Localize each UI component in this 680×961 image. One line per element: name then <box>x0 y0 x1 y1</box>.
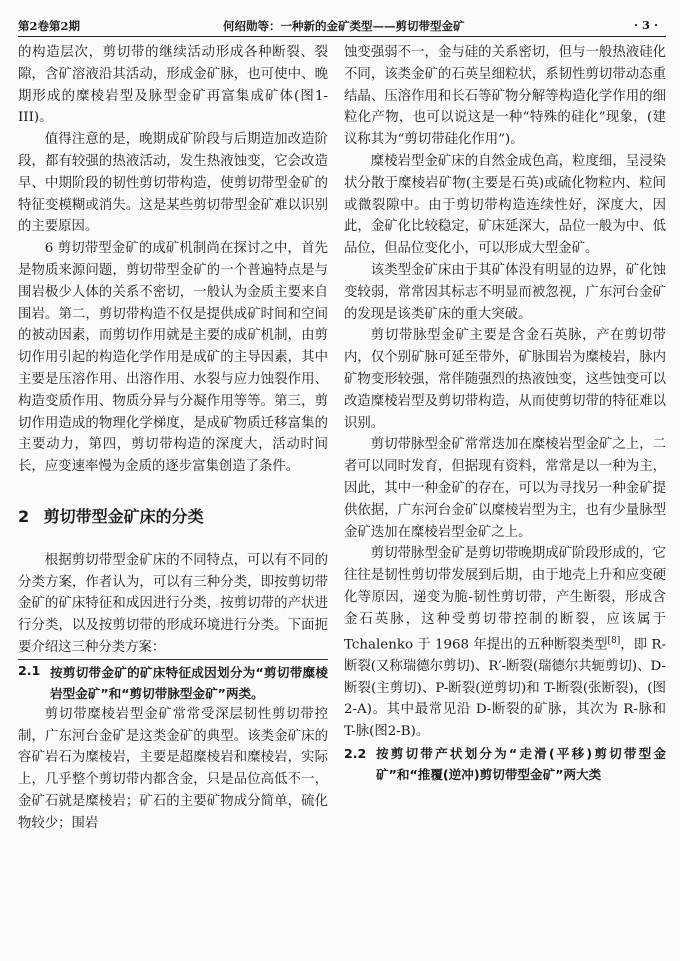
paragraph: 剪切带糜棱岩型金矿常常受深层韧性剪切带控制，广东河台金矿是这类金矿的典型。该类金矿床的容矿岩石为糜棱岩，主要是超糜棱岩和糜棱岩，实际上，几乎整个剪切带内都含金，只是品位高低不一，金矿石就是糜棱岩；矿石的主要矿物成分简单，硫化物较少；围岩 <box>18 706 328 831</box>
paragraph: 的构造层次，剪切带的继续活动形成各种断裂、裂隙，含矿溶液沿其活动，形成金矿脉，也可使中、晚期形成的糜棱岩型及脉型金矿再富集成矿体(图1-III)。 <box>18 45 328 126</box>
journal-issue: 第2卷第2期 <box>18 19 81 33</box>
section-title: 剪切带型金矿床的分类 <box>43 506 204 526</box>
paragraph: 6 剪切带型金矿的成矿机制尚在探讨之中，首先是物质来源问题，剪切带型金矿的一个普遍特点是与围岩极少人体的关系不密切，一般认为金质主要来自围岩。第二，剪切带构造不仅是提供成矿时间和空间的被动因素，而剪切作用就是主要的成矿机制，由剪切作用引起的构造化学作用是成矿的主导因素，其中主要是压溶作用、出溶作用、水裂与应力蚀裂作用、构造变质作用、物质分异与分凝作用等等。第三，剪切作用造成的物理化学梯度，是成矿物质迁移富集的主要动力，第四，剪切带构造的深度大，活动时间长，应变速率慢为金质的逐步富集创造了条件。 <box>18 241 328 475</box>
paragraph: 剪切带脉型金矿常常迭加在糜棱岩型金矿之上，二者可以同时发育，但据现有资料，常常是以一种为主，因此，其中一种金矿的存在，可以为寻找另一种金矿提供依据，广东河台金矿以糜棱岩型为主，也有少量脉型金矿迭加在糜棱岩型金矿之上。 <box>344 437 666 540</box>
subsection-number: 2.2 <box>344 745 367 761</box>
paragraph <box>344 543 666 743</box>
left-column <box>18 42 328 835</box>
right-column <box>344 42 666 785</box>
page-number: · 3 · <box>633 18 658 32</box>
subsection-heading <box>18 659 328 704</box>
paragraph: 糜棱岩型金矿床的自然金成色高，粒度细，呈浸染状分散于糜棱岩矿物(主要是石英)或硫化物粒内、粒间或微裂隙中。由于剪切带构造连续性好，深度大，因此，金矿化比较稳定，矿床延深大，品位一般为中、低品位，但品位变化小，可以形成大型金矿。 <box>344 153 666 257</box>
subsection-heading <box>344 743 666 785</box>
paragraph-text: ，即 R-断裂(又称瑞德尔剪切)、R′-断裂(瑞德尔共轭剪切)、D-断裂(主剪切)、P-断裂(逆剪切)和 T-断裂(张断裂)，(图2-A)。其中最常见沿 D-断裂的矿脉，其次为 R-脉和 T-脉(图2-B)。 <box>344 636 666 740</box>
paragraph: 根据剪切带型金矿床的不同特点，可以有不同的分类方案，作者认为，可以有三种分类，即按剪切带金矿的矿床特征和成因进行分类，按剪切带的产状进行分类，以及按剪切带的形成环境进行分类。下面扼要介绍这三种分类方案： <box>18 552 328 655</box>
paragraph: 剪切带脉型金矿主要是含金石英脉，产在剪切带内，仅个别矿脉可延至带外，矿脉围岩为糜棱岩，脉内矿物变形较强，常伴随强烈的热液蚀变，这些蚀变可以改造糜棱岩型及剪切带构造，从而使剪切带的特征难以识别。 <box>344 328 666 431</box>
running-header <box>18 18 666 37</box>
section-heading <box>18 506 328 528</box>
section-number: 2 <box>18 506 30 526</box>
paragraph: 值得注意的是，晚期成矿阶段与后期造加改造阶段，都有较强的热液活动，发生热液蚀变，它会改造早、中期阶段的韧性剪切带构造，使剪切带型金矿的特征变模糊或消失。这是某些剪切带型金矿难以识别的主要原因。 <box>18 132 328 235</box>
subsection-number: 2.1 <box>18 662 41 678</box>
paragraph: 蚀变强弱不一，金与硅的关系密切，但与一般热液硅化不同，该类金矿的石英呈细粒状，系韧性剪切带动态重结晶、压溶作用和长石等矿物分解等构造化学作用的细粒化产物，也可以说这是一种“特殊的硅化”现象，(建议称其为“剪切带硅化作用”)。 <box>344 45 666 148</box>
citation-ref: [8] <box>607 635 621 646</box>
paragraph: 该类型金矿床由于其矿体没有明显的边界，矿化蚀变较弱，常常因其标志不明显而被忽视，广东河台金矿的发现是该类矿床的重大突破。 <box>344 262 666 322</box>
running-title: 何绍勋等：一种新的金矿类型——剪切带型金矿 <box>223 19 465 33</box>
subsection-title: 按剪切带产状划分为“走滑(平移)剪切带型金矿”和“推覆(逆冲)剪切带型金矿”两大类 <box>376 745 666 782</box>
paragraph-text: 剪切带脉型金矿是剪切带晚期成矿阶段形成的，它往往是韧性剪切带发展到后期，由于地壳上升和应变硬化等原因，递变为脆-韧性剪切带，产生断裂，形成含金石英脉，这种受剪切带控制的断裂，应该属于 Tchalenko 于 1968 年提出的五种断裂类型 <box>344 546 666 652</box>
subsection-title: 按剪切带金矿的矿床特征成因划分为“剪切带糜棱岩型金矿”和“剪切带脉型金矿”两类。 <box>50 664 328 701</box>
